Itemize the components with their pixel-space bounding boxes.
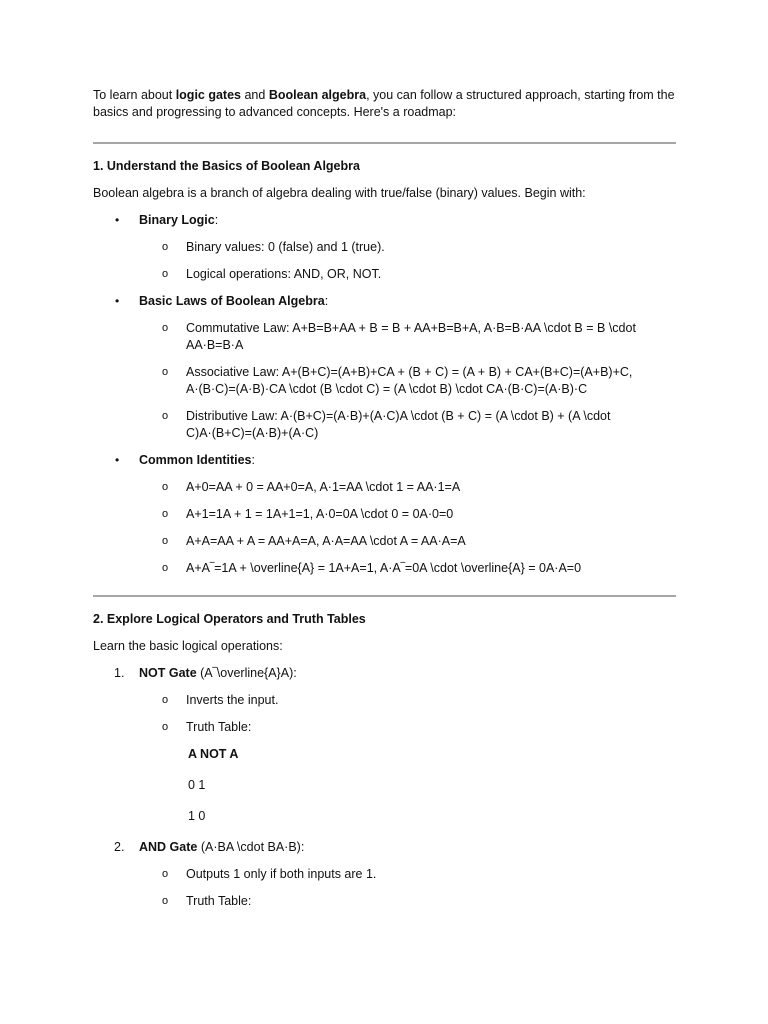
circle-bullet-icon: o bbox=[162, 410, 169, 422]
circle-bullet-icon: o bbox=[162, 868, 169, 880]
sub-bullet: o A+0=AA + 0 = AA+0=A, A·1=AA \cdot 1 = AA·1=A bbox=[162, 480, 461, 494]
sub-bullet: o Distributive Law: A·(B+C)=(A·B)+(A·C)A \cdot (B + C) = (A \cdot B) + (A \cdot C)A·(B+C)=(A·B)+(A·C) bbox=[162, 409, 611, 440]
section-1-heading: 1. Understand the Basics of Boolean Algebra bbox=[93, 159, 360, 173]
truth-table-row: 1 0 bbox=[188, 809, 206, 823]
bullet-basic-laws: • Basic Laws of Boolean Algebra: bbox=[115, 294, 329, 308]
sub-bullet: o Outputs 1 only if both inputs are 1. bbox=[162, 867, 377, 881]
sub-bullet: o Inverts the input. bbox=[162, 693, 279, 707]
section-1-lead: Boolean algebra is a branch of algebra dealing with true/false (binary) values. Begin with: bbox=[93, 186, 586, 200]
bullet-common-identities: • Common Identities: bbox=[115, 453, 255, 467]
circle-bullet-icon: o bbox=[162, 535, 169, 547]
circle-bullet-icon: o bbox=[162, 366, 169, 378]
document-page bbox=[93, 87, 678, 920]
intro-bold-boolean-algebra: Boolean algebra bbox=[268, 88, 367, 102]
intro-paragraph: To learn about logic gates and Boolean algebra, you can follow a structured approach, starting from the basics and progressing to advanced concepts. Here's a roadmap: bbox=[93, 88, 675, 119]
circle-bullet-icon: o bbox=[162, 241, 169, 253]
truth-table-row: 0 1 bbox=[188, 778, 206, 792]
bullet-icon: • bbox=[115, 453, 120, 467]
circle-bullet-icon: o bbox=[162, 508, 169, 520]
circle-bullet-icon: o bbox=[162, 895, 169, 907]
sub-bullet: o A+A‾=1A + \overline{A} = 1A+A=1, A·A‾=0A \cdot \overline{A} = 0A·A=0 bbox=[162, 561, 582, 575]
circle-bullet-icon: o bbox=[162, 562, 169, 574]
circle-bullet-icon: o bbox=[162, 721, 169, 733]
circle-bullet-icon: o bbox=[162, 481, 169, 493]
sub-bullet: o A+A=AA + A = AA+A=A, A·A=AA \cdot A = AA·A=A bbox=[162, 534, 466, 548]
sub-bullet: o Logical operations: AND, OR, NOT. bbox=[162, 267, 382, 281]
numbered-item-and-gate: 2. AND Gate (A·BA \cdot BA·B): bbox=[114, 840, 305, 854]
bullet-icon: • bbox=[115, 294, 120, 308]
section-divider-1 bbox=[93, 142, 676, 144]
circle-bullet-icon: o bbox=[162, 268, 169, 280]
sub-bullet: o Truth Table: bbox=[162, 894, 252, 908]
intro-bold-logic-gates: logic gates bbox=[175, 88, 241, 102]
numbered-item-not-gate: 1. NOT Gate (A‾\overline{A}A): bbox=[114, 666, 297, 680]
sub-bullet: o A+1=1A + 1 = 1A+1=1, A·0=0A \cdot 0 = 0A·0=0 bbox=[162, 507, 454, 521]
circle-bullet-icon: o bbox=[162, 322, 169, 334]
sub-bullet: o Associative Law: A+(B+C)=(A+B)+CA + (B + C) = (A + B) + CA+(B+C)=(A+B)+C, A·(B·C)=(A·B)·CA \cdot (B \cdot C) = (A \cdot B) \cdot CA·(B·C)=(A·B)·C bbox=[162, 365, 633, 396]
bullet-binary-logic: • Binary Logic: bbox=[115, 213, 219, 227]
section-2-lead: Learn the basic logical operations: bbox=[93, 639, 283, 653]
section-divider-2 bbox=[93, 595, 676, 597]
section-2-heading: 2. Explore Logical Operators and Truth Tables bbox=[93, 612, 366, 626]
sub-bullet: o Truth Table: bbox=[162, 720, 252, 734]
circle-bullet-icon: o bbox=[162, 694, 169, 706]
sub-bullet: o Commutative Law: A+B=B+AA + B = B + AA+B=B+A, A·B=B·AA \cdot B = B \cdot AA·B=B·A bbox=[162, 321, 636, 352]
sub-bullet: o Binary values: 0 (false) and 1 (true). bbox=[162, 240, 385, 254]
bullet-icon: • bbox=[115, 213, 120, 227]
truth-table-header: A NOT A bbox=[188, 747, 239, 761]
